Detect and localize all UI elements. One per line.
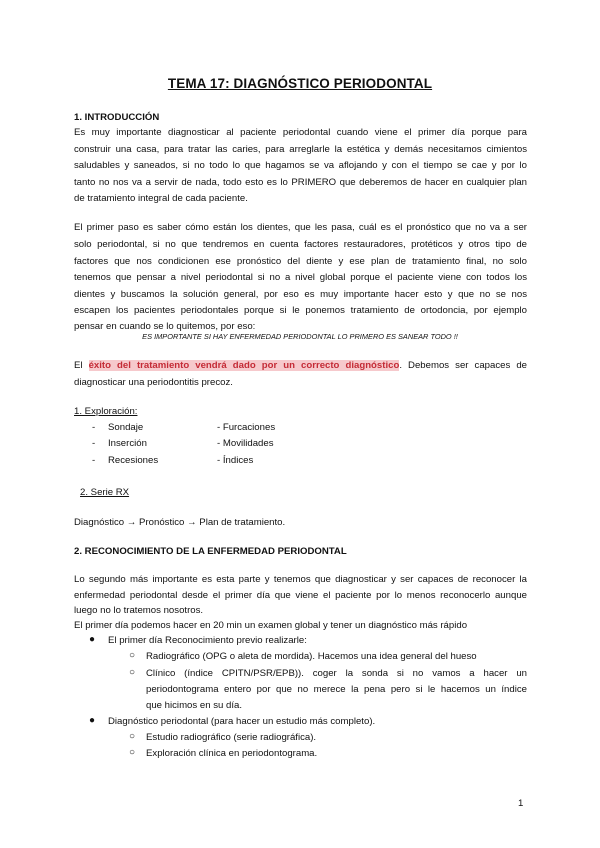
recon-p1-line: Lo segundo más importante es esta parte y tenemos que diagnosticar y ser capaces de reconocer la (74, 574, 527, 585)
dash-marker: - (92, 438, 96, 449)
intro-p1-line: de tratamiento integral de cada paciente. (74, 193, 248, 204)
explo-item: Recesiones (108, 455, 159, 466)
diagnosis-flow: Diagnóstico → Pronóstico → Plan de tratamiento. (74, 517, 286, 528)
page-title: TEMA 17: DIAGNÓSTICO PERIODONTAL (167, 76, 433, 91)
success-text-pre: El (74, 360, 89, 371)
success-text-post: . Debemos ser capaces de (399, 360, 527, 371)
sub-item: Estudio radiográfico (serie radiográfica). (146, 732, 317, 743)
bullet-icon: ● (89, 634, 96, 645)
intro-p1-line: tanto no nos va a servir de nada, todo esto es lo PRIMERO que deberemos de hacer en cualquier plan (74, 177, 527, 188)
bullet-icon: ● (89, 715, 96, 726)
highlight-exito: éxito del tratamiento (88, 360, 190, 371)
success-sentence-line2: diagnosticar una periodontitis precoz. (74, 377, 233, 388)
highlight-diagnostico: correcto diagnóstico (301, 360, 400, 371)
intro-p2-line: tenemos que pensar a nivel periodontal si no a nivel global porque el paciente viene con todos los (74, 272, 527, 283)
sub-item: Clínico (índice CPITN/PSR/EPB)). coger la sonda si no vamos a hacer un (146, 668, 527, 679)
section-1-heading: 1. INTRODUCCIÓN (74, 112, 160, 123)
intro-p2-line: factores que nos condicionen ese pronóstico del diente y ese plan de tratamiento final, no solo (74, 256, 527, 267)
dash-marker: - (92, 455, 96, 466)
intro-p1-line: saludables y saneados, si no todo lo que hagamos se va aflojando y con el tiempo se cae y por lo (74, 160, 527, 171)
intro-p2-line: escapen los pacientes periodontales porque si le ponemos tratamiento de ortodoncia, por ejemplo (74, 305, 527, 316)
circle-icon: ○ (129, 731, 136, 742)
circle-icon: ○ (129, 650, 136, 661)
bullet-2-text: Diagnóstico periodontal (para hacer un estudio más completo). (108, 716, 376, 727)
success-sentence (74, 360, 527, 371)
intro-p2-line: dientes y buscamos la solución general, por eso es muy importante hacer esto y que no se nos (74, 289, 527, 300)
explo-item: Inserción (108, 438, 147, 449)
recon-p1-line: enfermedad periodontal desde el primer día que viene el paciente por lo menos reconocerlo aunque (74, 590, 527, 601)
important-callout: ES IMPORTANTE SI HAY ENFERMEDAD PERIODONTAL LO PRIMERO ES SANEAR TODO !! (142, 332, 458, 341)
intro-p2-line: solo periodontal, si no que tendremos en cuenta factores restauradores, protéticos y otros tipo de (74, 239, 527, 250)
intro-p2-line: pensar en cuando se lo quitemos, por eso: (74, 321, 256, 332)
dash-marker: - (92, 422, 96, 433)
circle-icon: ○ (129, 667, 136, 678)
intro-p1-line: construir una casa, para tratar las caries, para arreglarle la estética y demás necesitamos cimientos (74, 144, 527, 155)
intro-p2-line: El primer paso es saber cómo están los dientes, que les pasa, cuál es el pronóstico que no va a ser (74, 222, 527, 233)
intro-p1-line: Es muy importante diagnosticar al paciente periodontal cuando viene el primer día porque para (74, 127, 527, 138)
recon-p1-line: luego no lo tratemos nosotros. (74, 605, 204, 616)
bullet-1-text: El primer día Reconocimiento previo realizarle: (108, 635, 307, 646)
section-2-heading: 2. RECONOCIMIENTO DE LA ENFERMEDAD PERIODONTAL (74, 546, 347, 557)
serie-rx-heading: 2. Serie RX (80, 487, 130, 498)
recon-p2: El primer día podemos hacer en 20 min un examen global y tener un diagnóstico más rápido (74, 620, 468, 631)
explo-item: - Índices (217, 455, 254, 466)
sub-item-cont: periodontograma entero por que no merece la pena pero si le hacemos un índice (146, 684, 527, 695)
exploracion-heading: 1. Exploración: (74, 406, 138, 417)
explo-item: - Furcaciones (217, 422, 276, 433)
sub-item: Radiográfico (OPG o aleta de mordida). Hacemos una idea general del hueso (146, 651, 477, 662)
explo-item: - Movilidades (217, 438, 274, 449)
highlight-mid: vendrá dado por un (189, 360, 302, 371)
circle-icon: ○ (129, 747, 136, 758)
sub-item-cont: que hicimos en su día. (146, 700, 242, 711)
sub-item: Exploración clínica en periodontograma. (146, 748, 318, 759)
explo-item: Sondaje (108, 422, 144, 433)
page-number: 1 (518, 798, 524, 809)
